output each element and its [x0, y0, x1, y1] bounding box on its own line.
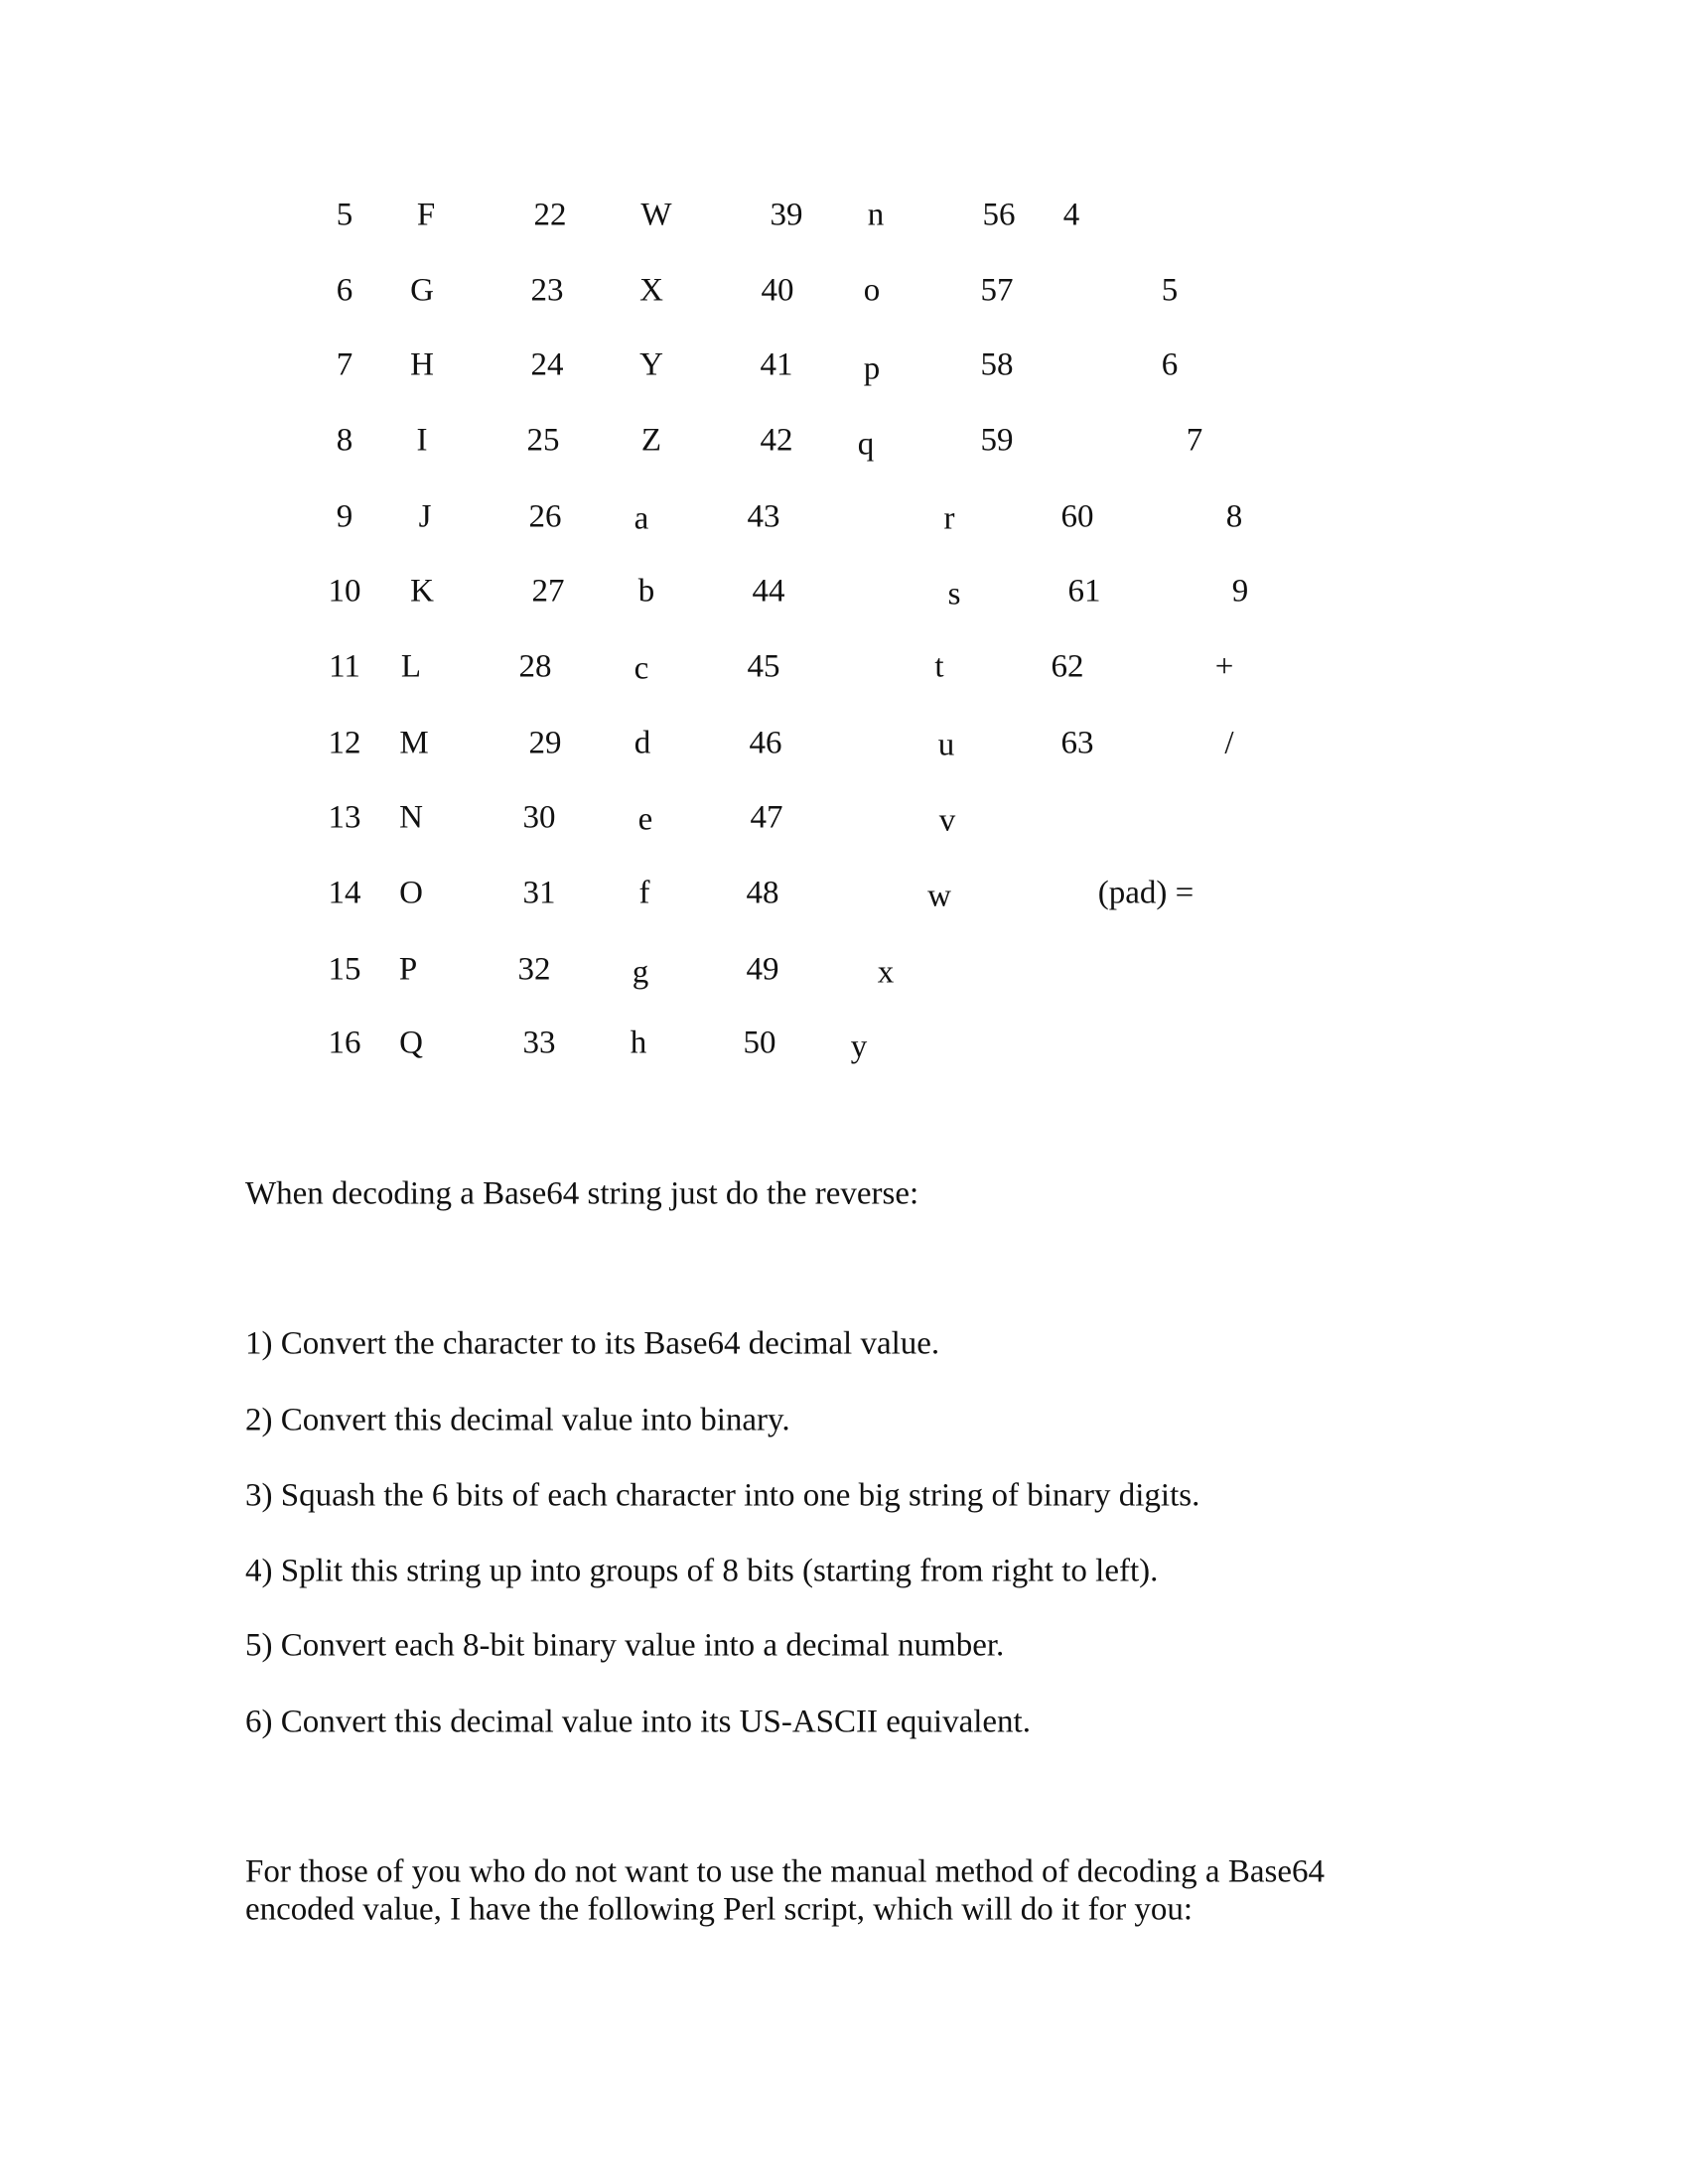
table-cell: 5	[1161, 272, 1179, 309]
table-cell: g	[632, 954, 649, 991]
table-cell: F	[416, 197, 436, 233]
table-cell: 7	[1186, 422, 1203, 459]
table-cell: 47	[750, 799, 783, 836]
table-cell: 14	[328, 875, 361, 911]
table-cell: 31	[522, 875, 556, 911]
table-cell: 40	[761, 272, 794, 309]
step-item: 2) Convert this decimal value into binary.	[245, 1402, 790, 1438]
table-cell: X	[639, 272, 663, 309]
table-cell: 7	[336, 346, 353, 383]
table-cell: N	[399, 799, 423, 836]
step-item: 6) Convert this decimal value into its US-ASCII equivalent.	[245, 1704, 1031, 1740]
table-cell: 41	[760, 346, 793, 383]
table-cell: 57	[980, 272, 1014, 309]
table-cell: 63	[1060, 725, 1094, 761]
table-cell: y	[850, 1028, 868, 1065]
step-item: 1) Convert the character to its Base64 decimal value.	[245, 1325, 940, 1362]
table-cell: 44	[752, 573, 785, 610]
table-cell: 25	[526, 422, 560, 459]
table-cell: O	[399, 875, 423, 911]
table-cell: 28	[518, 648, 552, 685]
table-cell: x	[877, 954, 895, 991]
table-cell: a	[633, 500, 649, 537]
table-cell: 50	[743, 1024, 776, 1061]
table-cell: 39	[770, 197, 803, 233]
table-cell: t	[934, 648, 944, 685]
table-cell: K	[410, 573, 434, 610]
table-cell: 12	[328, 725, 361, 761]
table-cell: b	[637, 573, 655, 610]
table-cell: P	[398, 951, 418, 988]
table-cell: f	[638, 875, 650, 911]
table-cell: 9	[336, 498, 353, 535]
table-cell: 8	[1225, 498, 1243, 535]
table-cell: 33	[522, 1024, 556, 1061]
table-cell: I	[416, 422, 428, 459]
table-cell: /	[1224, 725, 1234, 761]
table-cell: w	[927, 878, 951, 914]
perl-note-line: encoded value, I have the following Perl script, which will do it for you:	[245, 1891, 1194, 1928]
table-cell: p	[863, 350, 881, 387]
table-cell: 6	[1161, 346, 1179, 383]
table-cell: 6	[336, 272, 353, 309]
decoding-intro: When decoding a Base64 string just do the reverse:	[245, 1175, 919, 1212]
table-cell: (pad) =	[1097, 875, 1195, 911]
table-cell: e	[637, 801, 653, 838]
step-item: 3) Squash the 6 bits of each character into one big string of binary digits.	[245, 1477, 1200, 1514]
table-cell: 43	[747, 498, 780, 535]
table-cell: L	[400, 648, 422, 685]
table-cell: 23	[530, 272, 564, 309]
table-cell: 11	[329, 648, 360, 685]
table-cell: 45	[747, 648, 780, 685]
table-cell: 5	[336, 197, 353, 233]
table-cell: 27	[531, 573, 565, 610]
table-cell: 46	[749, 725, 782, 761]
table-cell: c	[633, 650, 649, 687]
step-item: 5) Convert each 8-bit binary value into a decimal number.	[245, 1627, 1005, 1664]
table-cell: G	[410, 272, 434, 309]
table-cell: 59	[980, 422, 1014, 459]
table-cell: 48	[746, 875, 779, 911]
table-cell: +	[1214, 648, 1234, 685]
table-cell: W	[640, 197, 672, 233]
table-cell: 13	[328, 799, 361, 836]
table-cell: 30	[522, 799, 556, 836]
table-cell: Q	[399, 1024, 423, 1061]
table-cell: 49	[746, 951, 779, 988]
step-item: 4) Split this string up into groups of 8 bits (starting from right to left).	[245, 1553, 1159, 1589]
table-cell: r	[943, 500, 955, 537]
table-cell: o	[863, 272, 881, 309]
table-cell: 56	[982, 197, 1016, 233]
table-cell: 8	[336, 422, 353, 459]
table-cell: 58	[980, 346, 1014, 383]
table-cell: Z	[640, 422, 662, 459]
table-cell: 4	[1062, 197, 1080, 233]
table-cell: 61	[1067, 573, 1101, 610]
table-cell: 26	[528, 498, 562, 535]
table-cell: 29	[528, 725, 562, 761]
table-cell: 24	[530, 346, 564, 383]
table-cell: u	[937, 727, 955, 763]
table-cell: 22	[533, 197, 567, 233]
table-cell: 42	[760, 422, 793, 459]
table-cell: 9	[1231, 573, 1249, 610]
perl-note-line: For those of you who do not want to use the manual method of decoding a Base64	[245, 1853, 1325, 1890]
table-cell: v	[938, 802, 956, 839]
table-cell: H	[410, 346, 434, 383]
table-cell: s	[947, 576, 961, 613]
table-cell: q	[857, 426, 875, 463]
table-cell: M	[399, 725, 429, 761]
table-cell: 15	[328, 951, 361, 988]
table-cell: 16	[328, 1024, 361, 1061]
table-cell: n	[867, 197, 885, 233]
table-cell: Y	[639, 346, 663, 383]
table-cell: 32	[517, 951, 551, 988]
table-cell: d	[633, 725, 651, 761]
table-cell: 60	[1060, 498, 1094, 535]
table-cell: 62	[1051, 648, 1084, 685]
table-cell: J	[418, 498, 432, 535]
table-cell: h	[630, 1024, 647, 1061]
table-cell: 10	[328, 573, 361, 610]
